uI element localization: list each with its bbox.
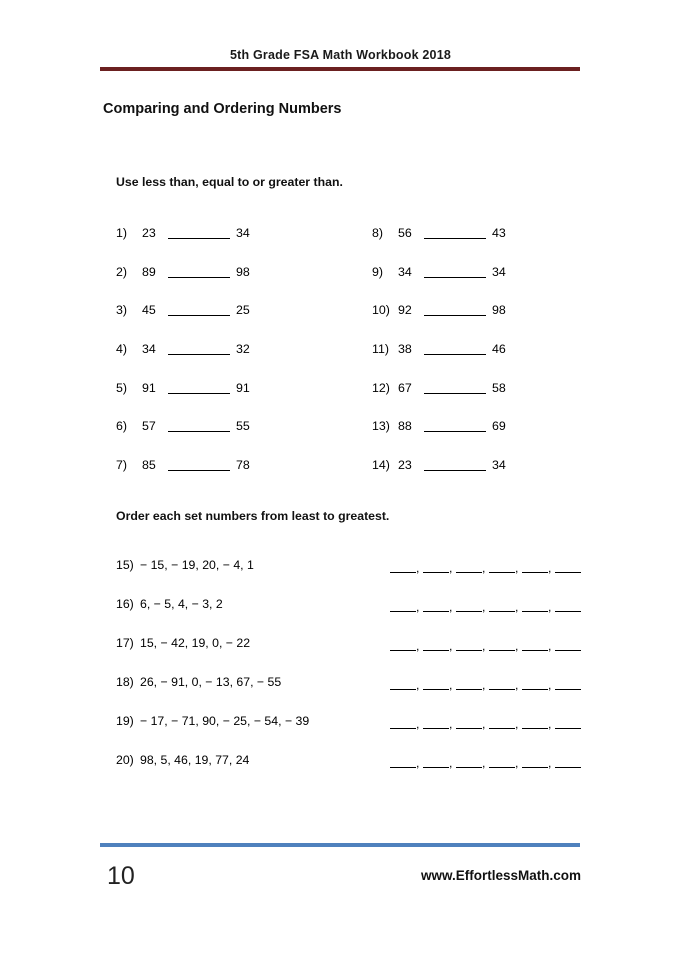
answer-slot[interactable] <box>522 717 548 729</box>
left-operand: 23 <box>142 226 156 240</box>
answer-slot[interactable] <box>423 561 449 573</box>
answer-blank[interactable] <box>424 342 486 355</box>
number-set: 15, − 42, 19, 0, − 22 <box>140 636 251 650</box>
right-operand: 34 <box>236 226 250 240</box>
number-set: 6, − 5, 4, − 3, 2 <box>140 597 223 611</box>
compare-problem <box>372 265 622 304</box>
answer-slot[interactable] <box>555 717 581 729</box>
problem-number: 6) <box>116 419 128 434</box>
ordering-problem <box>116 675 586 714</box>
compare-problem <box>372 226 622 265</box>
slot-separator: , <box>449 600 453 614</box>
answer-slot[interactable] <box>555 561 581 573</box>
left-operand: 23 <box>398 458 412 473</box>
slot-separator: , <box>515 678 519 692</box>
answer-blank[interactable] <box>424 303 486 316</box>
footer-divider <box>100 843 580 847</box>
answer-blank[interactable] <box>424 419 486 432</box>
slot-separator: , <box>449 717 453 731</box>
answer-blank[interactable] <box>424 226 486 239</box>
problem-number: 17) <box>116 636 134 650</box>
right-operand: 91 <box>236 380 250 395</box>
left-operand: 92 <box>398 303 412 318</box>
answer-blank[interactable] <box>424 265 486 278</box>
compare-problem <box>116 342 366 381</box>
slot-separator: , <box>548 639 552 653</box>
answer-slot[interactable] <box>423 600 449 612</box>
answer-slot[interactable] <box>423 717 449 729</box>
slot-separator: , <box>515 561 519 575</box>
left-operand: 34 <box>142 342 156 357</box>
compare-column-left <box>116 226 366 497</box>
problem-number: 8) <box>372 226 384 240</box>
right-operand: 55 <box>236 419 250 434</box>
slot-separator: , <box>416 756 420 770</box>
answer-slot[interactable] <box>423 639 449 651</box>
answer-blank[interactable] <box>168 381 230 394</box>
footer-website: www.EffortlessMath.com <box>420 868 581 883</box>
slot-separator: , <box>548 600 552 614</box>
slot-separator: , <box>515 756 519 770</box>
answer-slot[interactable] <box>390 561 416 573</box>
slot-separator: , <box>548 717 552 731</box>
slot-separator: , <box>416 717 420 731</box>
right-operand: 34 <box>492 458 506 473</box>
answer-slot[interactable] <box>456 717 482 729</box>
answer-slot[interactable] <box>489 561 515 573</box>
slot-separator: , <box>515 717 519 731</box>
compare-problem <box>116 303 366 342</box>
slot-separator: , <box>482 639 486 653</box>
answer-blank[interactable] <box>424 381 486 394</box>
problem-number: 9) <box>372 264 384 279</box>
answer-slot[interactable] <box>489 600 515 612</box>
ordering-problem <box>116 714 586 753</box>
compare-problem <box>116 458 366 497</box>
problem-number: 5) <box>116 380 128 395</box>
slot-separator: , <box>482 678 486 692</box>
instruction-compare: Use less than, equal to or greater than. <box>116 175 343 189</box>
answer-slot-group <box>390 639 581 653</box>
answer-slot[interactable] <box>522 600 548 612</box>
instruction-order: Order each set numbers from least to greatest. <box>116 509 390 523</box>
answer-slot[interactable] <box>423 678 449 690</box>
answer-slot[interactable] <box>555 756 581 768</box>
answer-slot[interactable] <box>489 756 515 768</box>
answer-slot[interactable] <box>456 600 482 612</box>
left-operand: 67 <box>398 380 412 395</box>
slot-separator: , <box>416 561 420 575</box>
slot-separator: , <box>482 756 486 770</box>
slot-separator: , <box>482 561 486 575</box>
answer-slot[interactable] <box>390 639 416 651</box>
slot-separator: , <box>515 600 519 614</box>
compare-problem <box>116 265 366 304</box>
answer-slot[interactable] <box>522 561 548 573</box>
right-operand: 32 <box>236 342 250 357</box>
page-number: 10 <box>107 862 135 890</box>
answer-blank[interactable] <box>168 265 230 278</box>
slot-separator: , <box>548 561 552 575</box>
number-set: 98, 5, 46, 19, 77, 24 <box>140 753 250 767</box>
slot-separator: , <box>449 756 453 770</box>
left-operand: 45 <box>142 303 156 318</box>
left-operand: 34 <box>398 264 412 279</box>
left-operand: 88 <box>398 419 412 434</box>
right-operand: 25 <box>236 303 250 318</box>
document-header-title: 5th Grade FSA Math Workbook 2018 <box>229 48 452 62</box>
problem-number: 7) <box>116 458 128 473</box>
compare-column-right <box>372 226 622 497</box>
compare-problem <box>372 381 622 420</box>
slot-separator: , <box>449 639 453 653</box>
answer-slot[interactable] <box>456 639 482 651</box>
answer-blank[interactable] <box>168 226 230 239</box>
right-operand: 78 <box>236 458 250 473</box>
answer-blank[interactable] <box>168 342 230 355</box>
slot-separator: , <box>416 678 420 692</box>
right-operand: 34 <box>492 264 506 279</box>
answer-blank[interactable] <box>168 419 230 432</box>
header-divider <box>100 67 580 71</box>
answer-slot[interactable] <box>489 717 515 729</box>
problem-number: 3) <box>116 303 128 318</box>
problem-number: 18) <box>116 675 134 689</box>
answer-blank[interactable] <box>168 303 230 316</box>
answer-slot[interactable] <box>390 756 416 768</box>
answer-slot-group <box>390 678 581 692</box>
slot-separator: , <box>548 756 552 770</box>
answer-slot-group <box>390 717 581 731</box>
left-operand: 56 <box>398 226 412 240</box>
problem-number: 20) <box>116 753 134 767</box>
answer-slot[interactable] <box>555 600 581 612</box>
compare-problem <box>116 381 366 420</box>
page-title: Comparing and Ordering Numbers <box>103 101 342 117</box>
slot-separator: , <box>482 717 486 731</box>
problem-number: 10) <box>372 303 390 318</box>
answer-slot[interactable] <box>390 600 416 612</box>
compare-problem <box>372 342 622 381</box>
slot-separator: , <box>416 639 420 653</box>
answer-slot[interactable] <box>489 678 515 690</box>
right-operand: 98 <box>236 264 250 279</box>
problem-number: 15) <box>116 558 134 572</box>
problem-number: 11) <box>372 342 389 357</box>
answer-slot[interactable] <box>489 639 515 651</box>
number-set: − 15, − 19, 20, − 4, 1 <box>140 558 254 572</box>
right-operand: 69 <box>492 419 506 434</box>
right-operand: 46 <box>492 342 506 357</box>
slot-separator: , <box>548 678 552 692</box>
slot-separator: , <box>449 678 453 692</box>
left-operand: 89 <box>142 264 156 279</box>
answer-slot[interactable] <box>423 756 449 768</box>
number-set: − 17, − 71, 90, − 25, − 54, − 39 <box>140 714 310 728</box>
problem-number: 12) <box>372 380 390 395</box>
slot-separator: , <box>449 561 453 575</box>
ordering-problem <box>116 753 586 792</box>
problem-number: 4) <box>116 342 128 357</box>
answer-slot[interactable] <box>390 717 416 729</box>
slot-separator: , <box>482 600 486 614</box>
answer-slot[interactable] <box>456 756 482 768</box>
left-operand: 91 <box>142 380 156 395</box>
answer-slot[interactable] <box>522 639 548 651</box>
compare-problem <box>372 303 622 342</box>
left-operand: 57 <box>142 419 156 434</box>
answer-blank[interactable] <box>168 458 230 471</box>
slot-separator: , <box>416 600 420 614</box>
right-operand: 43 <box>492 226 506 240</box>
number-set: 26, − 91, 0, − 13, 67, − 55 <box>140 675 282 689</box>
compare-problem <box>372 458 622 497</box>
answer-slot[interactable] <box>522 678 548 690</box>
answer-slot[interactable] <box>555 639 581 651</box>
slot-separator: , <box>515 639 519 653</box>
answer-slot[interactable] <box>522 756 548 768</box>
answer-slot-group <box>390 561 581 575</box>
problem-number: 16) <box>116 597 134 611</box>
left-operand: 38 <box>398 342 412 357</box>
ordering-problem <box>116 597 586 636</box>
problem-number: 2) <box>116 264 128 279</box>
compare-problem <box>116 419 366 458</box>
answer-slot[interactable] <box>456 561 482 573</box>
answer-slot-group <box>390 600 581 614</box>
answer-slot[interactable] <box>555 678 581 690</box>
ordering-problem <box>116 558 586 597</box>
problem-number: 14) <box>372 458 390 473</box>
answer-slot[interactable] <box>456 678 482 690</box>
left-operand: 85 <box>142 458 156 473</box>
problem-number: 13) <box>372 419 390 434</box>
right-operand: 98 <box>492 303 506 318</box>
answer-slot-group <box>390 756 581 770</box>
right-operand: 58 <box>492 380 506 395</box>
ordering-problem <box>116 636 586 675</box>
ordering-problem-list <box>116 558 586 792</box>
compare-problem <box>116 226 366 265</box>
answer-slot[interactable] <box>390 678 416 690</box>
compare-problem <box>372 419 622 458</box>
answer-blank[interactable] <box>424 458 486 471</box>
problem-number: 19) <box>116 714 134 728</box>
problem-number: 1) <box>116 226 128 240</box>
